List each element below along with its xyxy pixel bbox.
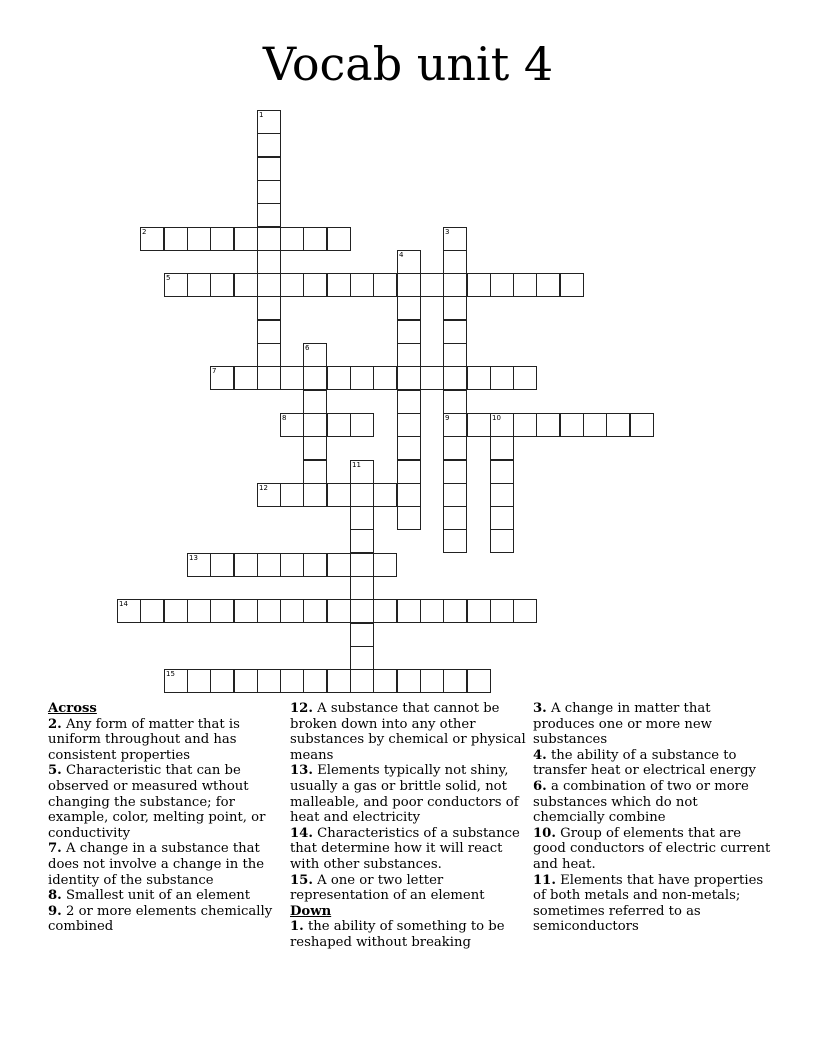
- grid-cell[interactable]: [397, 436, 421, 460]
- grid-cell[interactable]: [443, 296, 467, 320]
- grid-cell[interactable]: [234, 669, 258, 693]
- across-heading: Across: [48, 701, 97, 716]
- grid-cell[interactable]: [420, 273, 444, 297]
- clue-number: 2: [142, 228, 147, 236]
- grid-cell[interactable]: [490, 366, 514, 390]
- puzzle-title: Vocab unit 4: [262, 37, 554, 91]
- grid-cell[interactable]: [257, 157, 281, 181]
- grid-cell[interactable]: [140, 599, 164, 623]
- grid-cell[interactable]: [513, 366, 537, 390]
- grid-cell[interactable]: [187, 273, 211, 297]
- grid-cell[interactable]: [280, 366, 304, 390]
- grid-cell[interactable]: [327, 413, 351, 437]
- grid-cell[interactable]: [350, 506, 374, 530]
- clues-column-1: [48, 701, 286, 935]
- clue-down-11: 11. Elements that have properties of both metals and non-metals; sometimes referred to as semiconductors: [533, 872, 764, 935]
- grid-cell[interactable]: [397, 413, 421, 437]
- grid-cell[interactable]: [350, 576, 374, 600]
- clues-column-3: [533, 701, 773, 935]
- clue-number: 6: [305, 344, 310, 352]
- grid-cell[interactable]: [164, 227, 188, 251]
- grid-cell[interactable]: [234, 227, 258, 251]
- grid-cell[interactable]: [350, 366, 374, 390]
- grid-cell[interactable]: [187, 599, 211, 623]
- grid-cell[interactable]: [257, 599, 281, 623]
- grid-cell[interactable]: [397, 460, 421, 484]
- grid-cell[interactable]: [397, 599, 421, 623]
- clue-across-12: 12. A substance that cannot be broken down into any other substances by chemical or physical means: [290, 701, 526, 763]
- grid-cell[interactable]: [443, 273, 467, 297]
- grid-cell[interactable]: [443, 227, 467, 251]
- grid-cell[interactable]: [350, 669, 374, 693]
- grid-cell[interactable]: [303, 273, 327, 297]
- grid-cell[interactable]: [606, 413, 630, 437]
- grid-cell[interactable]: [490, 529, 514, 553]
- grid-cell[interactable]: [280, 413, 304, 437]
- grid-cell[interactable]: [373, 553, 397, 577]
- clue-down-4: 4. the ability of a substance to transfer heat or electrical energy: [533, 747, 756, 779]
- grid-cell[interactable]: [257, 553, 281, 577]
- grid-cell[interactable]: [210, 553, 234, 577]
- clue-across-14: 14. Characteristics of a substance that determine how it will react with other substances.: [290, 825, 520, 872]
- grid-cell[interactable]: [327, 366, 351, 390]
- grid-cell[interactable]: [234, 599, 258, 623]
- grid-cell[interactable]: [350, 623, 374, 647]
- grid-cell[interactable]: [280, 553, 304, 577]
- clue-number: 14: [119, 600, 128, 608]
- clue-down-1: 1. the ability of something to be reshaped without breaking: [290, 919, 505, 950]
- grid-cell[interactable]: [164, 669, 188, 693]
- grid-cell[interactable]: [443, 460, 467, 484]
- grid-cell[interactable]: [490, 506, 514, 530]
- grid-cell[interactable]: [420, 366, 444, 390]
- grid-cell[interactable]: [373, 599, 397, 623]
- grid-cell[interactable]: [397, 506, 421, 530]
- grid-cell[interactable]: [303, 366, 327, 390]
- grid-cell[interactable]: [303, 343, 327, 367]
- grid-cell[interactable]: [350, 529, 374, 553]
- grid-cell[interactable]: [210, 273, 234, 297]
- grid-cell[interactable]: [257, 227, 281, 251]
- grid-cell[interactable]: [280, 483, 304, 507]
- grid-cell[interactable]: [280, 273, 304, 297]
- grid-cell[interactable]: [397, 390, 421, 414]
- clue-down-3: 3. A change in matter that produces one or more new substances: [533, 701, 712, 748]
- grid-cell[interactable]: [397, 296, 421, 320]
- grid-cell[interactable]: [373, 483, 397, 507]
- grid-cell[interactable]: [280, 599, 304, 623]
- grid-cell[interactable]: [560, 413, 584, 437]
- clue-number: 8: [282, 414, 287, 422]
- grid-cell[interactable]: [187, 553, 211, 577]
- grid-cell[interactable]: [350, 483, 374, 507]
- grid-cell[interactable]: [350, 599, 374, 623]
- grid-cell[interactable]: [327, 273, 351, 297]
- grid-cell[interactable]: [490, 436, 514, 460]
- grid-cell[interactable]: [187, 669, 211, 693]
- grid-cell[interactable]: [397, 320, 421, 344]
- grid-cell[interactable]: [280, 227, 304, 251]
- grid-cell[interactable]: [420, 599, 444, 623]
- grid-cell[interactable]: [164, 273, 188, 297]
- clue-across-7: 7. A change in a substance that does not involve a change in the identity of the substance: [48, 841, 265, 888]
- grid-cell[interactable]: [443, 320, 467, 344]
- clue-across-8: 8. Smallest unit of an element: [48, 888, 251, 904]
- grid-cell[interactable]: [303, 553, 327, 577]
- grid-cell[interactable]: [490, 460, 514, 484]
- grid-cell[interactable]: [397, 273, 421, 297]
- grid-cell[interactable]: [513, 273, 537, 297]
- grid-cell[interactable]: [327, 483, 351, 507]
- down-heading: Down: [290, 903, 332, 919]
- grid-cell[interactable]: [443, 529, 467, 553]
- grid-cell[interactable]: [140, 227, 164, 251]
- grid-cell[interactable]: [210, 599, 234, 623]
- grid-cell[interactable]: [420, 669, 444, 693]
- clue-down-6: 6. a combination of two or more substances which do not chemcially combine: [533, 778, 749, 826]
- clue-across-5: 5. Characteristic that can be observed or measured wthout changing the substance; for example, color, melting point, or conductivity: [48, 763, 266, 841]
- grid-cell[interactable]: [350, 413, 374, 437]
- grid-cell[interactable]: [467, 599, 491, 623]
- grid-cell[interactable]: [257, 366, 281, 390]
- grid-cell[interactable]: [327, 599, 351, 623]
- grid-cell[interactable]: [397, 343, 421, 367]
- clue-number: 3: [445, 228, 450, 236]
- grid-cell[interactable]: [257, 273, 281, 297]
- clue-number: 5: [166, 274, 171, 282]
- grid-cell[interactable]: [327, 227, 351, 251]
- grid-cell[interactable]: [327, 669, 351, 693]
- grid-cell[interactable]: [467, 366, 491, 390]
- grid-cell[interactable]: [397, 250, 421, 274]
- clue-down-10: 10. Group of elements that are good conductors of electric current and heat.: [533, 825, 771, 872]
- clue-number: 12: [259, 484, 268, 492]
- grid-cell[interactable]: [164, 599, 188, 623]
- grid-cell[interactable]: [350, 553, 374, 577]
- grid-cell[interactable]: [490, 483, 514, 507]
- grid-cell[interactable]: [257, 133, 281, 157]
- grid-cell[interactable]: [234, 273, 258, 297]
- grid-cell[interactable]: [327, 553, 351, 577]
- grid-cell[interactable]: [257, 343, 281, 367]
- grid-cell[interactable]: [513, 599, 537, 623]
- grid-cell[interactable]: [350, 273, 374, 297]
- clue-number: 13: [189, 554, 198, 562]
- clue-number: 4: [399, 251, 404, 259]
- clue-number: 10: [492, 414, 501, 422]
- grid-cell[interactable]: [303, 599, 327, 623]
- grid-cell[interactable]: [583, 413, 607, 437]
- grid-cell[interactable]: [257, 250, 281, 274]
- grid-cell[interactable]: [490, 413, 514, 437]
- grid-cell[interactable]: [210, 669, 234, 693]
- clues-column-2: [290, 701, 530, 951]
- grid-cell[interactable]: [630, 413, 654, 437]
- grid-cell[interactable]: [443, 483, 467, 507]
- grid-cell[interactable]: [373, 366, 397, 390]
- grid-cell[interactable]: [467, 413, 491, 437]
- grid-cell[interactable]: [373, 273, 397, 297]
- grid-cell[interactable]: [257, 203, 281, 227]
- grid-cell[interactable]: [210, 366, 234, 390]
- clue-across-13: 13. Elements typically not shiny, usually a gas or brittle solid, not malleable, and poor conductors of heat and electricity: [290, 763, 519, 826]
- grid-cell[interactable]: [257, 669, 281, 693]
- grid-cell[interactable]: [490, 599, 514, 623]
- grid-cell[interactable]: [443, 413, 467, 437]
- clue-number: 15: [166, 670, 175, 678]
- grid-cell[interactable]: [257, 296, 281, 320]
- grid-cell[interactable]: [536, 413, 560, 437]
- grid-cell[interactable]: [303, 460, 327, 484]
- grid-cell[interactable]: [467, 669, 491, 693]
- grid-cell[interactable]: [443, 669, 467, 693]
- grid-cell[interactable]: [234, 366, 258, 390]
- grid-cell[interactable]: [350, 460, 374, 484]
- grid-cell[interactable]: [397, 669, 421, 693]
- grid-cell[interactable]: [117, 599, 141, 623]
- grid-cell[interactable]: [536, 273, 560, 297]
- grid-cell[interactable]: [490, 273, 514, 297]
- grid-cell[interactable]: [257, 110, 281, 134]
- grid-cell[interactable]: [397, 483, 421, 507]
- grid-cell[interactable]: [443, 366, 467, 390]
- grid-cell[interactable]: [443, 436, 467, 460]
- grid-cell[interactable]: [303, 669, 327, 693]
- grid-cell[interactable]: [280, 669, 304, 693]
- grid-cell[interactable]: [303, 436, 327, 460]
- grid-cell[interactable]: [467, 273, 491, 297]
- grid-cell[interactable]: [443, 599, 467, 623]
- grid-cell[interactable]: [257, 483, 281, 507]
- clue-across-15: 15. A one or two letter representation of an element: [290, 872, 485, 904]
- clue-number: 1: [259, 111, 264, 119]
- grid-cell[interactable]: [350, 646, 374, 670]
- grid-cell[interactable]: [303, 483, 327, 507]
- grid-cell[interactable]: [187, 227, 211, 251]
- grid-cell[interactable]: [443, 506, 467, 530]
- grid-cell[interactable]: [257, 320, 281, 344]
- clue-number: 11: [352, 461, 361, 469]
- grid-cell[interactable]: [513, 413, 537, 437]
- clue-across-9: 9. 2 or more elements chemically combined: [48, 903, 273, 935]
- clue-number: 7: [212, 367, 217, 375]
- grid-cell[interactable]: [303, 413, 327, 437]
- grid-cell[interactable]: [234, 553, 258, 577]
- grid-cell[interactable]: [257, 180, 281, 204]
- grid-cell[interactable]: [210, 227, 234, 251]
- clue-number: 9: [445, 414, 450, 422]
- grid-cell[interactable]: [443, 390, 467, 414]
- grid-cell[interactable]: [560, 273, 584, 297]
- grid-cell[interactable]: [303, 390, 327, 414]
- grid-cell[interactable]: [397, 366, 421, 390]
- grid-cell[interactable]: [443, 250, 467, 274]
- grid-cell[interactable]: [373, 669, 397, 693]
- grid-cell[interactable]: [443, 343, 467, 367]
- grid-cell[interactable]: [303, 227, 327, 251]
- clue-across-2: 2. Any form of matter that is uniform throughout and has consistent properties: [48, 716, 240, 763]
